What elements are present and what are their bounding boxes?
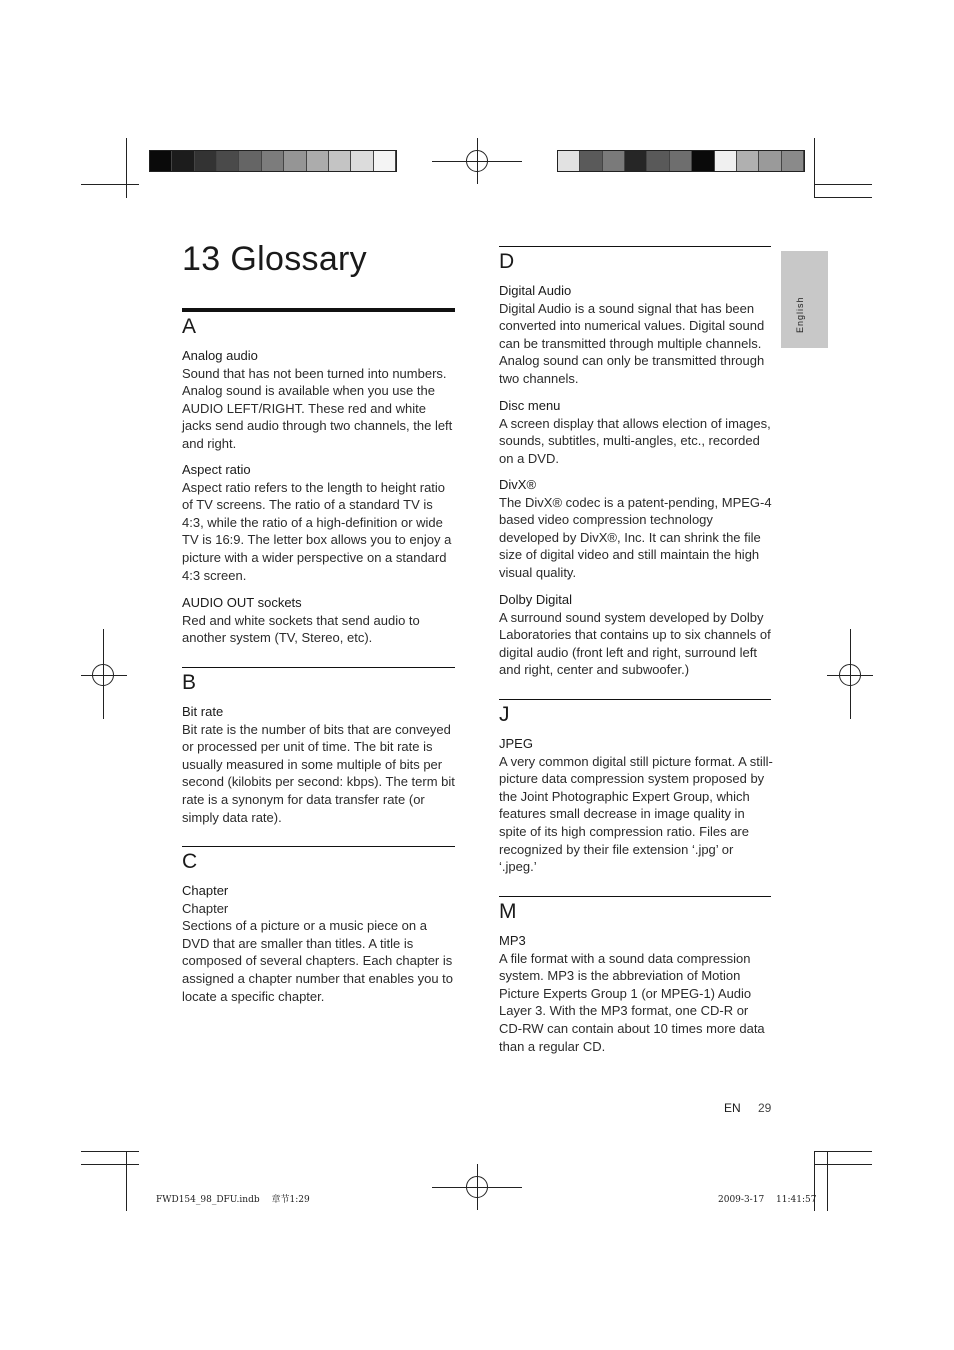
glossary-term: Digital Audio bbox=[499, 283, 572, 298]
color-swatch bbox=[307, 151, 329, 171]
color-swatch bbox=[262, 151, 284, 171]
glossary-term: Bit rate bbox=[182, 704, 224, 719]
color-swatch bbox=[351, 151, 373, 171]
page-number: 29 bbox=[758, 1101, 772, 1115]
glossary-definition: Sound that has not been turned into numbers. Analog sound is available when you use the AUDIO LEFT/RIGHT. These red and white jacks send audio through two channels, the left and right. bbox=[182, 365, 453, 451]
glossary-definition: A screen display that allows election of images, sounds, subtitles, multi-angles, etc., recorded on a DVD. bbox=[499, 415, 771, 466]
color-swatch bbox=[580, 151, 602, 171]
glossary-definition: Chapter Sections of a picture or a music piece on a DVD that are smaller than titles. A title is composed of several chapters. Each chapter is assigned a chapter number that enables you to locate a specific chapter. bbox=[182, 900, 454, 1004]
glossary-entry bbox=[182, 347, 457, 453]
section-rule-d bbox=[499, 246, 771, 247]
glossary-term: MP3 bbox=[499, 933, 526, 948]
glossary-entry bbox=[182, 703, 457, 826]
glossary-definition: A surround sound system developed by Dolby Laboratories that contains up to six channels of digital audio (front left and right, surround left and right, center and subwoofer.) bbox=[499, 609, 771, 678]
section-rule-b bbox=[182, 667, 455, 668]
glossary-term: DivX® bbox=[499, 477, 537, 492]
glossary-entry bbox=[182, 461, 457, 584]
color-swatch bbox=[195, 151, 217, 171]
glossary-definition: The DivX® codec is a patent-pending, MPEG-4 based video compression technology developed by DivX®, Inc. It can shrink the file size of digital video and still maintain the high visual quality. bbox=[499, 494, 772, 580]
color-swatch bbox=[647, 151, 669, 171]
glossary-entry bbox=[182, 882, 457, 1005]
glossary-definition: A very common digital still picture format. A still-picture data compression system proposed by the Joint Photographic Expert Group, which features small decrease in image quality in spite of its high compression ratio. Files are recognized by their file extension ‘.jpg’ or ‘.jpeg.’ bbox=[499, 753, 773, 875]
color-swatch bbox=[217, 151, 239, 171]
color-calibration-bar-left bbox=[149, 150, 397, 172]
section-letter-m: M bbox=[499, 900, 517, 923]
color-swatch bbox=[603, 151, 625, 171]
color-swatch bbox=[759, 151, 781, 171]
color-swatch bbox=[692, 151, 714, 171]
page-title bbox=[182, 240, 367, 279]
color-swatch bbox=[558, 151, 580, 171]
glossary-entry bbox=[499, 397, 774, 467]
glossary-definition: Aspect ratio refers to the length to height ratio of TV screens. The ratio of a standard TV is 4:3, while the ratio of a high-definition or wide TV is 16:9. The letter box allows you to enjoy a picture with a wider perspective on a standard 4:3 screen. bbox=[182, 479, 452, 583]
glossary-term: JPEG bbox=[499, 736, 533, 751]
color-swatch bbox=[715, 151, 737, 171]
language-side-tab-label: English bbox=[795, 296, 805, 333]
glossary-entry bbox=[499, 591, 774, 679]
glossary-definition: Bit rate is the number of bits that are conveyed or processed per unit of time. The bit rate is usually measured in some multiple of bits per second (kilobits per second: kbps). The term bit rate is a synonym for data transfer rate (or simply data rate). bbox=[182, 721, 455, 825]
color-swatch bbox=[329, 151, 351, 171]
language-side-tab bbox=[781, 251, 828, 348]
color-swatch bbox=[284, 151, 306, 171]
section-rule-j bbox=[499, 699, 771, 700]
color-swatch bbox=[172, 151, 194, 171]
glossary-term: Aspect ratio bbox=[182, 462, 251, 477]
glossary-definition: Digital Audio is a sound signal that has been converted into numerical values. Digital sound can be transmitted through multiple channels. Analog sound can only be transmitted through two channels. bbox=[499, 300, 765, 386]
section-letter-b: B bbox=[182, 671, 197, 694]
color-swatch bbox=[737, 151, 759, 171]
glossary-term: Analog audio bbox=[182, 348, 258, 363]
glossary-term: AUDIO OUT sockets bbox=[182, 595, 302, 610]
section-letter-a: A bbox=[182, 315, 197, 338]
section-rule-c bbox=[182, 846, 455, 847]
section-letter-c: C bbox=[182, 850, 198, 873]
color-swatch bbox=[782, 151, 804, 171]
color-swatch bbox=[625, 151, 647, 171]
section-letter-j: J bbox=[499, 703, 510, 726]
color-swatch bbox=[374, 151, 396, 171]
glossary-term: Chapter bbox=[182, 883, 229, 898]
glossary-term: Dolby Digital bbox=[499, 592, 572, 607]
chapter-title: Glossary bbox=[230, 240, 367, 278]
section-letter-d: D bbox=[499, 250, 515, 273]
glossary-term: Disc menu bbox=[499, 398, 561, 413]
section-rule-a bbox=[182, 308, 455, 312]
glossary-entry bbox=[499, 735, 774, 876]
color-calibration-bar-right bbox=[557, 150, 805, 172]
glossary-entry bbox=[499, 476, 774, 582]
footer-language-code: EN bbox=[724, 1101, 741, 1115]
print-slug-filename: FWD154_98_DFU.indb 章节1:29 bbox=[156, 1195, 310, 1205]
chapter-number: 13 bbox=[182, 240, 221, 278]
glossary-entry bbox=[499, 282, 774, 388]
color-swatch bbox=[239, 151, 261, 171]
section-rule-m bbox=[499, 896, 771, 897]
print-slug-timestamp: 2009-3-17 11:41:57 bbox=[718, 1195, 817, 1205]
glossary-entry bbox=[499, 932, 774, 1055]
glossary-definition: A file format with a sound data compression system. MP3 is the abbreviation of Motion Picture Experts Group 1 (or MPEG-1) Audio Layer 3. With the MP3 format, one CD-R or CD-RW can contain about 10 times more data than a regular CD. bbox=[499, 950, 765, 1054]
color-swatch bbox=[670, 151, 692, 171]
glossary-definition: Red and white sockets that send audio to another system (TV, Stereo, etc). bbox=[182, 612, 420, 646]
glossary-entry bbox=[182, 594, 457, 647]
color-swatch bbox=[150, 151, 172, 171]
